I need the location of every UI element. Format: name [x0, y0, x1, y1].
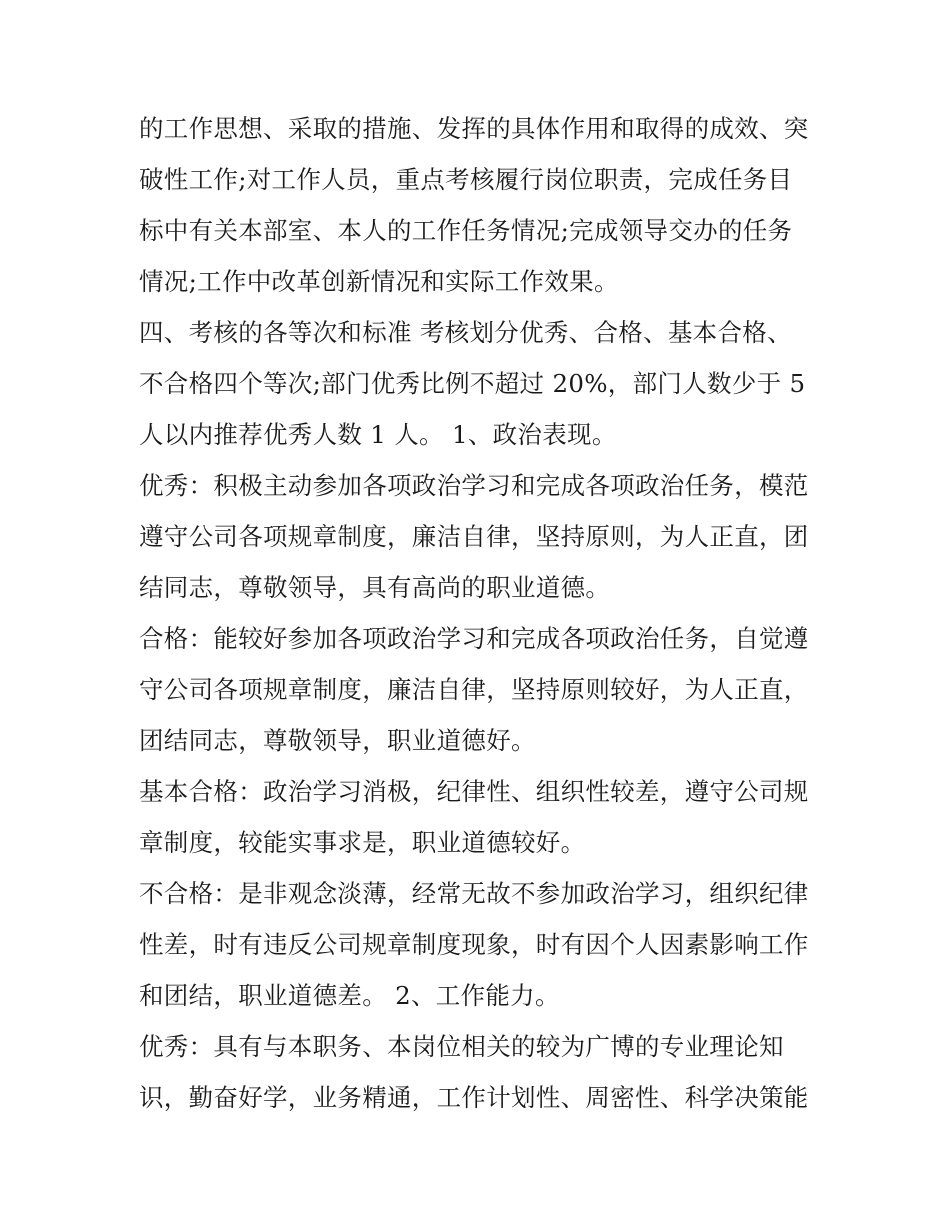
text-line: 基本合格：政治学习消极，纪律性、组织性较差，遵守公司规: [139, 777, 809, 806]
text-line: 和团结，职业道德差。 2、工作能力。: [139, 981, 560, 1010]
paragraph-political-unqualified: [139, 868, 819, 1021]
text-line: 的工作思想、采取的措施、发挥的具体作用和取得的成效、突: [139, 114, 809, 143]
text-line: 遵守公司各项规章制度，廉洁自律，坚持原则，为人正直，团: [139, 522, 809, 551]
text-line: 优秀：积极主动参加各项政治学习和完成各项政治任务，模范: [139, 471, 809, 500]
text-line: 章制度，较能实事求是，职业道德较好。: [139, 828, 586, 857]
paragraph-political-basic: [139, 766, 819, 868]
text-line: 守公司各项规章制度，廉洁自律，坚持原则较好，为人正直，: [139, 675, 809, 704]
paragraph-political-excellent: [139, 460, 819, 613]
text-line: 四、考核的各等次和标准 考核划分优秀、合格、基本合格、: [139, 318, 792, 347]
paragraph-grades-standards: [139, 307, 819, 460]
text-line: 结同志，尊敬领导，具有高尚的职业道德。: [139, 573, 611, 602]
text-line: 不合格四个等次;部门优秀比例不超过 20%，部门人数少于 5: [139, 369, 806, 398]
document-body: [139, 103, 819, 1123]
text-line: 情况;工作中改革创新情况和实际工作效果。: [139, 267, 619, 296]
paragraph-work-content: [139, 103, 819, 307]
paragraph-ability-excellent: [139, 1021, 819, 1123]
paragraph-political-qualified: [139, 613, 819, 766]
text-line: 标中有关本部室、本人的工作任务情况;完成领导交办的任务: [139, 216, 793, 245]
text-line: 优秀：具有与本职务、本岗位相关的较为广博的专业理论知: [139, 1032, 784, 1061]
text-line: 破性工作;对工作人员，重点考核履行岗位职责，完成任务目: [139, 165, 793, 194]
text-line: 合格：能较好参加各项政治学习和完成各项政治任务，自觉遵: [139, 624, 809, 653]
text-line: 人以内推荐优秀人数 1 人。 1、政治表现。: [139, 420, 617, 449]
text-line: 识，勤奋好学，业务精通，工作计划性、周密性、科学决策能: [139, 1083, 809, 1112]
text-line: 团结同志，尊敬领导，职业道德好。: [139, 726, 536, 755]
text-line: 不合格：是非观念淡薄，经常无故不参加政治学习，组织纪律: [139, 879, 809, 908]
text-line: 性差，时有违反公司规章制度现象，时有因个人因素影响工作: [139, 930, 809, 959]
